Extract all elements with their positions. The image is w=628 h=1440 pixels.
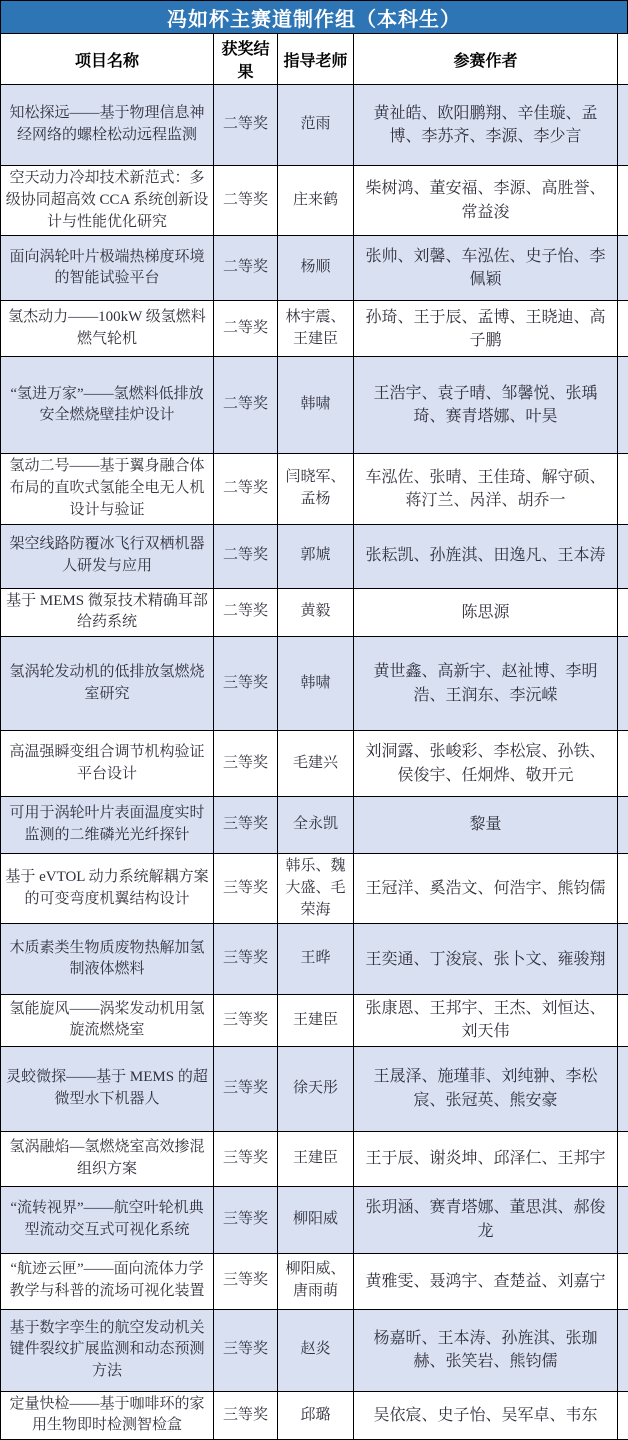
- table-row: [1, 166, 628, 236]
- cropped-column-sliver: [618, 1253, 628, 1309]
- award-cell: 三等奖: [214, 1309, 278, 1391]
- cropped-column-sliver: [618, 1046, 628, 1131]
- advisor-cell: 全永凯: [278, 797, 354, 854]
- authors-cell: 黄祉皓、欧阳鹏翔、辛佳璇、孟博、李苏齐、李源、李少言: [354, 85, 618, 166]
- cropped-column-sliver: [618, 454, 628, 524]
- advisor-cell: 范雨: [278, 85, 354, 166]
- cropped-column-sliver: [618, 357, 628, 454]
- award-cell: 三等奖: [214, 1186, 278, 1253]
- award-cell: 二等奖: [214, 301, 278, 357]
- project-cell: 基于 eVTOL 动力系统解耦方案的可变弯度机翼结构设计: [1, 854, 214, 924]
- award-cell: 二等奖: [214, 236, 278, 301]
- advisor-cell: 王建臣: [278, 1131, 354, 1186]
- table-row: [1, 357, 628, 454]
- table-row: [1, 1046, 628, 1131]
- authors-cell: 黎量: [354, 797, 618, 854]
- cropped-column-sliver: [618, 797, 628, 854]
- cropped-column-sliver: [618, 731, 628, 797]
- table-title-bar: [0, 0, 628, 33]
- advisor-cell: 柳阳威、唐雨萌: [278, 1253, 354, 1309]
- authors-cell: 王浩宇、袁子晴、邹馨悦、张瑀琦、赛青塔娜、叶昊: [354, 357, 618, 454]
- award-cell: 二等奖: [214, 524, 278, 588]
- project-cell: “航迹云匣”——面向流体力学教学与科普的流场可视化装置: [1, 1253, 214, 1309]
- table-row: [1, 731, 628, 797]
- project-cell: 灵蛟微探——基于 MEMS 的超微型水下机器人: [1, 1046, 214, 1131]
- advisor-cell: 黄毅: [278, 588, 354, 637]
- table-body: [1, 85, 628, 1440]
- project-cell: 空天动力冷却技术新范式：多级协同超高效 CCA 系统创新设计与性能优化研究: [1, 166, 214, 236]
- table-row: [1, 524, 628, 588]
- table-row: [1, 301, 628, 357]
- advisor-cell: 杨顺: [278, 236, 354, 301]
- project-cell: 氢动二号——基于翼身融合体布局的直吹式氢能全电无人机设计与验证: [1, 454, 214, 524]
- project-cell: 氢杰动力——100kW 级氢燃料燃气轮机: [1, 301, 214, 357]
- advisor-cell: 庄来鹤: [278, 166, 354, 236]
- project-cell: 高温强瞬变组合调节机构验证平台设计: [1, 731, 214, 797]
- cropped-column-sliver: [618, 637, 628, 731]
- advisor-cell: 赵炎: [278, 1309, 354, 1391]
- authors-cell: 张帅、刘馨、车泓佐、史子怡、李佩颖: [354, 236, 618, 301]
- advisor-cell: 毛建兴: [278, 731, 354, 797]
- table-row: [1, 236, 628, 301]
- project-cell: 知松探远——基于物理信息神经网络的螺栓松动远程监测: [1, 85, 214, 166]
- table-row: [1, 995, 628, 1046]
- award-cell: 三等奖: [214, 924, 278, 995]
- advisor-cell: 韩啸: [278, 357, 354, 454]
- project-cell: 面向涡轮叶片极端热梯度环境的智能试验平台: [1, 236, 214, 301]
- authors-cell: 车泓佐、张晴、王佳琦、解守硕、蒋汀兰、呙洋、胡乔一: [354, 454, 618, 524]
- cropped-column-sliver: [618, 588, 628, 637]
- award-cell: 三等奖: [214, 995, 278, 1046]
- advisor-cell: 韩啸: [278, 637, 354, 731]
- advisor-cell: 林宇震、王建臣: [278, 301, 354, 357]
- advisor-cell: 邱璐: [278, 1391, 354, 1440]
- table-row: [1, 637, 628, 731]
- award-cell: 二等奖: [214, 357, 278, 454]
- column-header-award: 获奖结果: [214, 34, 278, 85]
- cropped-column-sliver: [618, 1186, 628, 1253]
- authors-cell: 王冠洋、奚浩文、何浩宇、熊钧儒: [354, 854, 618, 924]
- advisor-cell: 韩乐、魏大盛、毛荣海: [278, 854, 354, 924]
- award-cell: 二等奖: [214, 454, 278, 524]
- authors-cell: 吴依宸、史子怡、吴军卓、韦东: [354, 1391, 618, 1440]
- award-cell: 二等奖: [214, 85, 278, 166]
- column-header-authors: 参赛作者: [354, 34, 618, 85]
- cropped-column-sliver: [618, 301, 628, 357]
- authors-cell: 柴树鸿、董安福、李源、高胜誉、常益浚: [354, 166, 618, 236]
- award-cell: 三等奖: [214, 854, 278, 924]
- award-cell: 三等奖: [214, 1253, 278, 1309]
- cropped-column-sliver: [618, 854, 628, 924]
- table-row: [1, 854, 628, 924]
- table-row: [1, 1309, 628, 1391]
- table-row: [1, 1253, 628, 1309]
- advisor-cell: 闫晓军、孟杨: [278, 454, 354, 524]
- project-cell: 定量快检——基于咖啡环的家用生物即时检测智检盒: [1, 1391, 214, 1440]
- cropped-column-sliver: [618, 1309, 628, 1391]
- authors-cell: 王奕通、丁浚宸、张卜文、雍骏翔: [354, 924, 618, 995]
- table-row: [1, 1391, 628, 1440]
- project-cell: “氢进万家”——氢燃料低排放安全燃烧壁挂炉设计: [1, 357, 214, 454]
- authors-cell: 陈思源: [354, 588, 618, 637]
- authors-cell: 张玥涵、赛青塔娜、董思淇、郝俊龙: [354, 1186, 618, 1253]
- award-cell: 二等奖: [214, 166, 278, 236]
- cropped-column-sliver: [618, 1391, 628, 1440]
- cropped-column-sliver: [618, 524, 628, 588]
- table-row: [1, 1186, 628, 1253]
- table-row: [1, 924, 628, 995]
- authors-cell: 黄世鑫、高新宇、赵祉博、李明浩、王润东、李沅嵘: [354, 637, 618, 731]
- authors-cell: 杨嘉昕、王本涛、孙旌淇、张珈赫、张笑岩、熊钧儒: [354, 1309, 618, 1391]
- authors-cell: 孙琦、王于辰、孟博、王晓迪、高子鹏: [354, 301, 618, 357]
- cropped-column-sliver: [618, 34, 628, 85]
- award-cell: 三等奖: [214, 1391, 278, 1440]
- advisor-cell: 徐天彤: [278, 1046, 354, 1131]
- table-row: [1, 85, 628, 166]
- column-header-advisor: 指导老师: [278, 34, 354, 85]
- award-cell: 三等奖: [214, 731, 278, 797]
- project-cell: 木质素类生物质废物热解加氢制液体燃料: [1, 924, 214, 995]
- award-cell: 三等奖: [214, 797, 278, 854]
- cropped-column-sliver: [618, 85, 628, 166]
- project-cell: 氢涡融焰—氢燃烧室高效掺混组织方案: [1, 1131, 214, 1186]
- project-cell: “流转视界”——航空叶轮机典型流动交互式可视化系统: [1, 1186, 214, 1253]
- authors-cell: 王晟泽、施瑾菲、刘纯翀、李松宸、张冠英、熊安豪: [354, 1046, 618, 1131]
- authors-cell: 刘洞露、张峻彩、李松宸、孙铁、侯俊宇、任炯烨、敬开元: [354, 731, 618, 797]
- awards-table: [0, 33, 628, 1440]
- authors-cell: 张康恩、王邦宇、王杰、刘恒达、刘天伟: [354, 995, 618, 1046]
- authors-cell: 黄雅雯、聂鸿宇、查楚益、刘嘉宁: [354, 1253, 618, 1309]
- award-cell: 三等奖: [214, 637, 278, 731]
- table-row: [1, 1131, 628, 1186]
- cropped-column-sliver: [618, 1131, 628, 1186]
- cropped-column-sliver: [618, 166, 628, 236]
- table-row: [1, 797, 628, 854]
- table-row: [1, 454, 628, 524]
- authors-cell: 王于辰、谢炎坤、邱泽仁、王邦宇: [354, 1131, 618, 1186]
- column-header-project: 项目名称: [1, 34, 214, 85]
- advisor-cell: 郭虓: [278, 524, 354, 588]
- cropped-column-sliver: [618, 995, 628, 1046]
- project-cell: 基于数字孪生的航空发动机关键件裂纹扩展监测和动态预测方法: [1, 1309, 214, 1391]
- advisor-cell: 王建臣: [278, 995, 354, 1046]
- project-cell: 氢能旋风——涡桨发动机用氢旋流燃烧室: [1, 995, 214, 1046]
- award-cell: 三等奖: [214, 1131, 278, 1186]
- project-cell: 架空线路防覆冰飞行双栖机器人研发与应用: [1, 524, 214, 588]
- table-header-row: [1, 34, 628, 85]
- award-cell: 三等奖: [214, 1046, 278, 1131]
- project-cell: 基于 MEMS 微泵技术精确耳部给药系统: [1, 588, 214, 637]
- advisor-cell: 王晔: [278, 924, 354, 995]
- project-cell: 氢涡轮发动机的低排放氢燃烧室研究: [1, 637, 214, 731]
- table-row: [1, 588, 628, 637]
- cropped-column-sliver: [618, 924, 628, 995]
- project-cell: 可用于涡轮叶片表面温度实时监测的二维磷光光纤探针: [1, 797, 214, 854]
- advisor-cell: 柳阳威: [278, 1186, 354, 1253]
- award-cell: 二等奖: [214, 588, 278, 637]
- authors-cell: 张耘凯、孙旌淇、田逸凡、王本涛: [354, 524, 618, 588]
- table-title: 冯如杯主赛道制作组（本科生）: [167, 3, 461, 32]
- cropped-column-sliver: [618, 236, 628, 301]
